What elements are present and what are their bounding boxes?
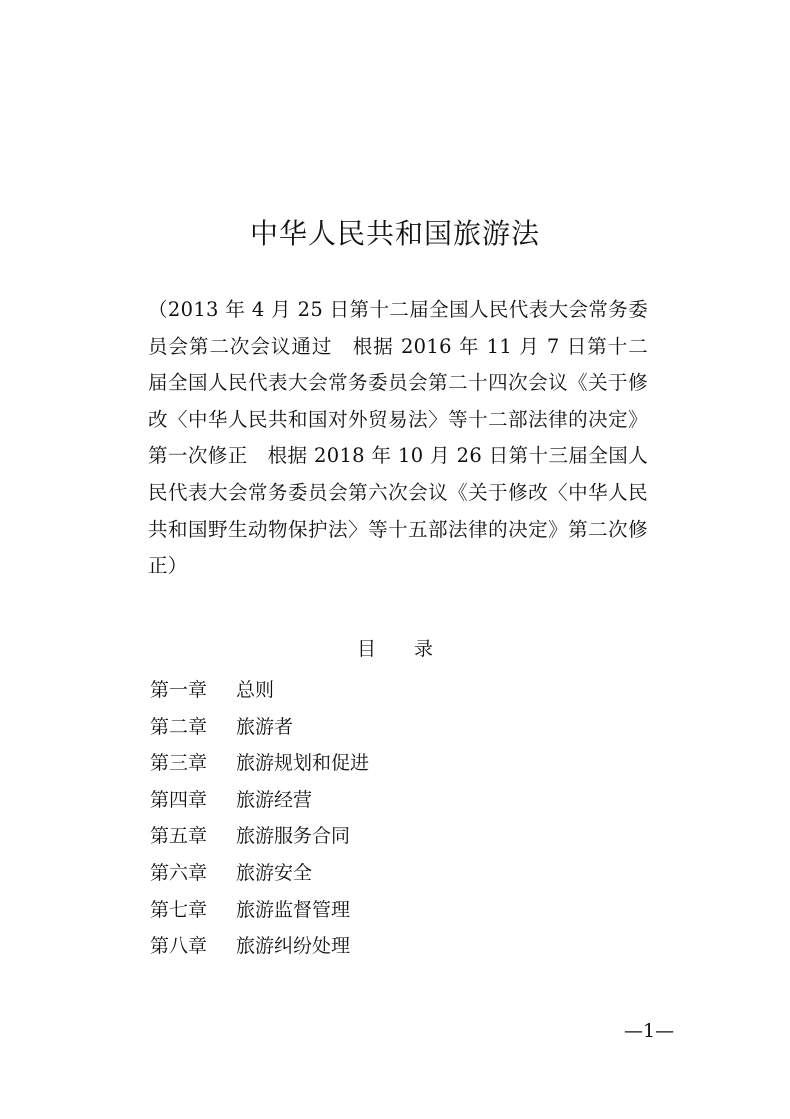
toc-chapter-name: 旅游服务合同 <box>236 825 351 848</box>
toc-chapter-name: 旅游纠纷处理 <box>236 935 351 958</box>
toc-item <box>150 928 369 965</box>
toc-item <box>150 855 369 892</box>
table-of-contents <box>150 672 369 965</box>
toc-chapter-name: 总则 <box>236 679 275 701</box>
toc-chapter-number: 第三章 <box>150 752 208 775</box>
toc-chapter-number: 第八章 <box>150 935 208 958</box>
toc-chapter-name: 旅游规划和促进 <box>236 752 370 775</box>
toc-item <box>150 818 369 855</box>
document-title: 中华人民共和国旅游法 <box>249 217 540 250</box>
toc-chapter-name: 旅游者 <box>236 715 294 738</box>
toc-item <box>150 709 369 746</box>
toc-chapter-number: 第一章 <box>150 679 208 701</box>
toc-chapter-number: 第七章 <box>150 898 208 921</box>
toc-heading-right: 录 <box>414 638 434 660</box>
toc-chapter-name: 旅游安全 <box>236 861 313 884</box>
toc-chapter-number: 第二章 <box>150 715 208 738</box>
toc-chapter-name: 旅游监督管理 <box>236 898 351 921</box>
toc-chapter-number: 第四章 <box>150 788 208 811</box>
adoption-and-amendment-note: （2013 年 4 月 25 日第十二届全国人民代表大会常务委员会第二次会议通过 根据 2016 年 11 月 7 日第十二届全国人民代表大会常务委员会第二十四次会议《关于修改〈中华人民共和国对外贸易法〉等十二部法律的决定》第一次修正 根据 2018 年 10 月 26 日第十三届全国人民代表大会常务委员会第六次会议《关于修改〈中华人民共和国野生动物保护法〉等十五部法律的决定》第二次修正） <box>148 298 648 578</box>
toc-item <box>150 782 369 819</box>
toc-chapter-number: 第五章 <box>150 825 208 848</box>
toc-item <box>150 672 369 709</box>
toc-chapter-number: 第六章 <box>150 861 208 884</box>
toc-heading-left: 目 <box>356 638 376 660</box>
toc-heading <box>0 634 790 661</box>
page-number: —1— <box>624 1020 675 1042</box>
toc-chapter-name: 旅游经营 <box>236 788 313 811</box>
toc-item <box>150 892 369 929</box>
toc-item <box>150 745 369 782</box>
